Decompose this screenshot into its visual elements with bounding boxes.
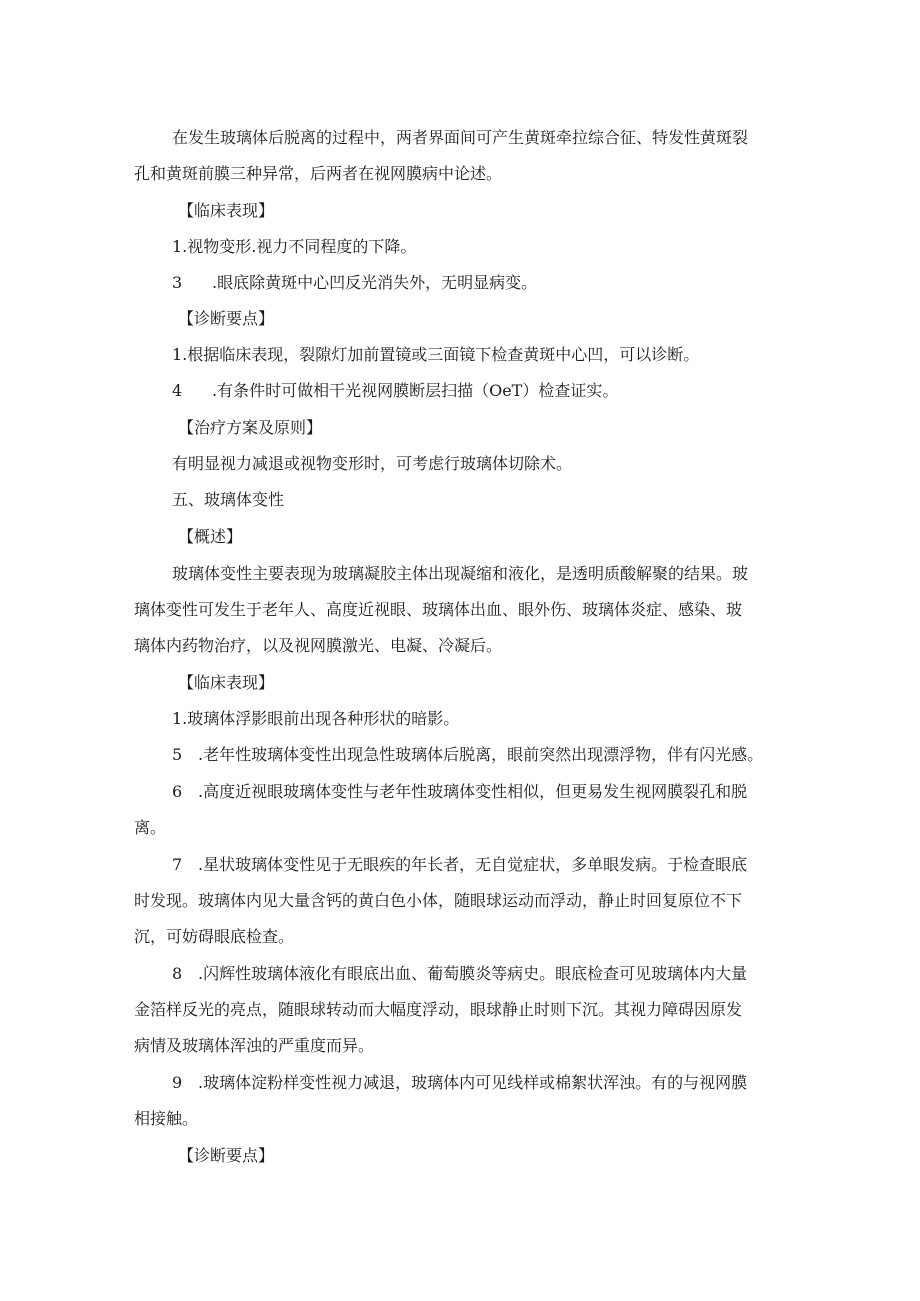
section-heading-diagnosis: 【诊断要点】 [178, 309, 275, 328]
list-number: 9 [172, 1073, 183, 1092]
list-item: 1.视物变形.视力不同程度的下降。 [172, 237, 417, 256]
section-heading-treatment: 【治疗方案及原则】 [178, 418, 323, 437]
list-text: .闪辉性玻璃体液化有眼底出血、葡萄膜炎等病史。眼底检查可见玻璃体内大量 [198, 964, 748, 983]
list-text: .星状玻璃体变性见于无眼疾的年长者，无自觉症状，多单眼发病。于检查眼底 [198, 855, 748, 874]
list-text: .眼底除黄斑中心凹反光消失外，无明显病变。 [212, 273, 538, 292]
text-line: 玻璃体变性主要表现为玻璃凝胶主体出现凝缩和液化，是透明质酸解聚的结果。玻 [172, 564, 749, 583]
text-line: 孔和黄斑前膜三种异常，后两者在视网膜病中论述。 [134, 164, 503, 183]
list-item [172, 265, 537, 301]
list-number: 6 [172, 782, 183, 801]
list-text: .玻璃体淀粉样变性视力减退，玻璃体内可见线样或棉絮状浑浊。有的与视网膜 [198, 1073, 748, 1092]
text-line: 病情及玻璃体浑浊的严重度而异。 [134, 1036, 375, 1055]
list-item: 1.根据临床表现，裂隙灯加前置镜或三面镜下检查黄斑中心凹，可以诊断。 [172, 345, 700, 364]
list-number: 8 [172, 964, 183, 983]
list-item: 1.玻璃体浮影眼前出现各种形状的暗影。 [172, 709, 460, 728]
list-item [172, 737, 763, 773]
list-item [172, 373, 618, 409]
list-text: .有条件时可做相干光视网膜断层扫描（OeT）检查证实。 [212, 381, 619, 400]
section-heading-clinical: 【临床表现】 [178, 673, 275, 692]
text-line: 璃体内药物治疗，以及视网膜激光、电凝、冷凝后。 [134, 636, 503, 655]
section-heading-clinical: 【临床表现】 [178, 201, 275, 220]
text-line: 在发生玻璃体后脱离的过程中，两者界面间可产生黄斑牵拉综合征、特发性黄斑裂 [172, 128, 749, 147]
section-title-vitreous-degeneration: 五、玻璃体变性 [172, 490, 285, 509]
list-number: 3 [172, 273, 183, 292]
section-heading-diagnosis: 【诊断要点】 [178, 1146, 275, 1165]
text-line: 金箔样反光的亮点，随眼球转动而大幅度浮动，眼球静止时则下沉。其视力障碍因原发 [134, 1000, 743, 1019]
text-line: 离。 [134, 818, 167, 837]
list-text: .老年性玻璃体变性出现急性玻璃体后脱离，眼前突然出现漂浮物，伴有闪光感。 [198, 745, 764, 764]
paragraph-treatment: 有明显视力减退或视物变形时，可考虑行玻璃体切除术。 [172, 454, 573, 473]
text-line: 沉，可妨碍眼底检查。 [134, 927, 295, 946]
section-heading-overview: 【概述】 [178, 527, 243, 546]
list-number: 4 [172, 381, 183, 400]
list-text: .高度近视眼玻璃体变性与老年性玻璃体变性相似，但更易发生视网膜裂孔和脱 [198, 782, 748, 801]
list-number: 5 [172, 745, 183, 764]
text-line: 相接触。 [134, 1109, 199, 1128]
text-line: 璃体变性可发生于老年人、高度近视眼、玻璃体出血、眼外伤、玻璃体炎症、感染、玻 [134, 600, 743, 619]
list-number: 7 [172, 855, 183, 874]
text-line: 时发现。玻璃体内见大量含钙的黄白色小体，随眼球运动而浮动，静止时回复原位不下 [134, 891, 743, 910]
